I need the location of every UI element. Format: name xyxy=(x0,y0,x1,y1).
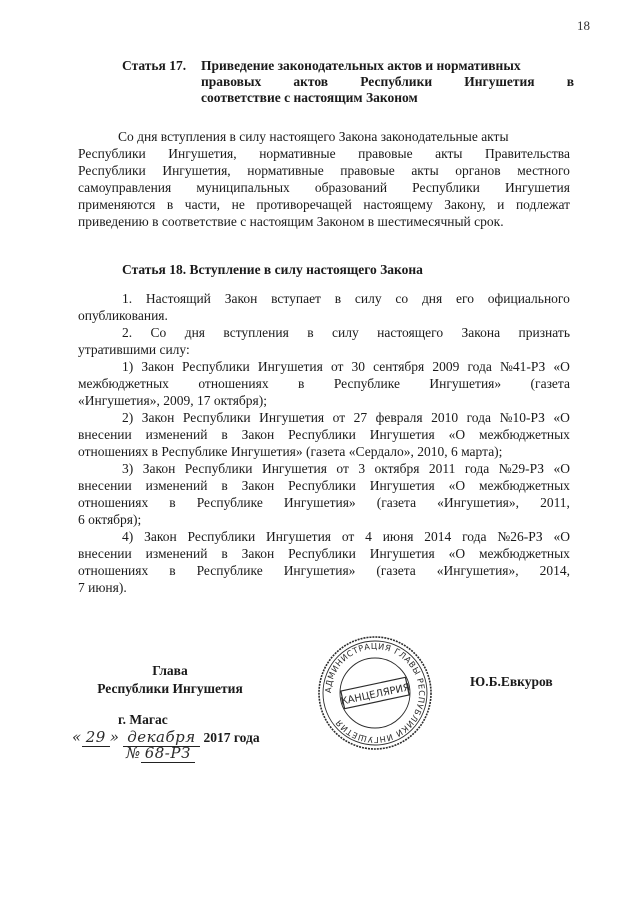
signatory-position xyxy=(80,662,260,698)
text-line: самоуправления муниципальных образований Республики Ингушетия xyxy=(78,180,570,195)
reg-number: 68-РЗ xyxy=(141,744,195,763)
official-seal-stamp xyxy=(316,634,434,752)
text-line: утратившими силу: xyxy=(78,342,190,357)
text-line: 6 октября); xyxy=(78,512,142,527)
text-line: 3) Закон Республики Ингушетия от 3 октября 2011 года №29-РЗ «О xyxy=(122,461,570,476)
text-line: Со дня вступления в силу настоящего Закона законодательные акты xyxy=(118,129,509,144)
text-line: 1. Настоящий Закон вступает в силу со дня его официального xyxy=(122,291,570,306)
text-line: приведению в соответствие с настоящим Законом в шестимесячный срок. xyxy=(78,214,504,229)
text-line: 2. Со дня вступления в силу настоящего Закона признать xyxy=(122,325,570,340)
text-line: 2) Закон Республики Ингушетия от 27 февраля 2010 года №10-РЗ «О xyxy=(122,410,570,425)
text-line: отношениях в Республике Ингушетия» (газета «Ингушетия», 2014, xyxy=(78,563,570,578)
position-line1: Глава xyxy=(152,663,188,678)
text-line: Республики Ингушетия, нормативные правовые акты органов местного xyxy=(78,163,570,178)
seal-center-text: КАНЦЕЛЯРИЯ xyxy=(339,682,412,708)
date-month: декабря xyxy=(123,728,199,747)
article-18-title: Статья 18. Вступление в силу настоящего Закона xyxy=(122,262,423,277)
signing-date: « 29 » декабря 2017 года xyxy=(72,728,260,746)
text-line: 7 июня). xyxy=(78,580,127,595)
date-year: 2017 года xyxy=(203,730,260,745)
seal-ring-text: АДМИНИСТРАЦИЯ ГЛАВЫ РЕСПУБЛИКИ ИНГУШЕТИЯ xyxy=(322,640,428,746)
date-day: 29 xyxy=(82,728,110,747)
text-line: внесении изменений в Закон Республики Ингушетия «О межбюджетных xyxy=(78,478,570,493)
text-line: межбюджетных отношениях в Республике Ингушетия» (газета xyxy=(78,376,570,391)
article-17-text xyxy=(78,128,570,230)
position-line2: Республики Ингушетия xyxy=(97,681,243,696)
text-line: отношениях в Республике Ингушетия» (газета «Ингушетия», 2011, xyxy=(78,495,570,510)
article-17-number: Статья 17. xyxy=(122,58,187,73)
text-line: опубликования. xyxy=(78,308,168,323)
text-line: отношениях в Республике Ингушетия» (газета «Сердало», 2010, 6 марта); xyxy=(78,444,503,459)
text-line: 4) Закон Республики Ингушетия от 4 июня 2014 года №26-РЗ «О xyxy=(122,529,570,544)
article-17-title-line3: соответствие с настоящим Законом xyxy=(201,90,418,105)
text-line: 1) Закон Республики Ингушетия от 30 сентября 2009 года №41-РЗ «О xyxy=(122,359,570,374)
text-line: внесении изменений в Закон Республики Ингушетия «О межбюджетных xyxy=(78,546,570,561)
page-number: 18 xyxy=(577,18,590,33)
article-17-title-line2: правовых актов Республики Ингушетия в xyxy=(201,74,574,89)
text-line: внесении изменений в Закон Республики Ингушетия «О межбюджетных xyxy=(78,427,570,442)
signatory-name: Ю.Б.Евкуров xyxy=(470,674,553,689)
registration-number: № 68-РЗ xyxy=(126,744,195,763)
place-of-signing: г. Магас xyxy=(118,712,168,727)
text-line: «Ингушетия», 2009, 17 октября); xyxy=(78,393,267,408)
text-line: Республики Ингушетия, нормативные правовые акты Правительства xyxy=(78,146,570,161)
text-line: применяются в части, не противоречащей настоящему Закону, и подлежат xyxy=(78,197,570,212)
article-17-title-line1: Приведение законодательных актов и нормативных xyxy=(201,58,521,73)
article-18-text xyxy=(78,290,570,596)
